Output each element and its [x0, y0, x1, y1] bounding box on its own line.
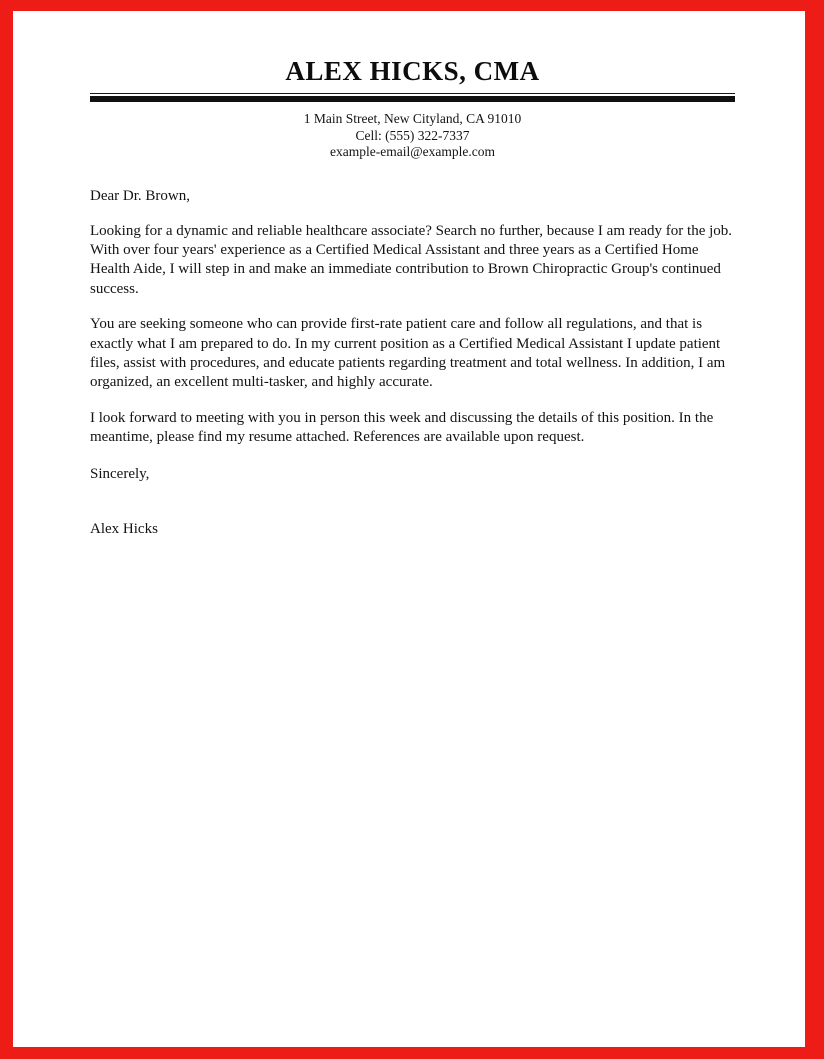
letter-paragraph: You are seeking someone who can provide first-rate patient care and follow all regulations, and that is exactly what I am prepared to do. In my current position as a Certified Medical Assistant I update patient files, assist with procedures, and educate patients regarding treatment and total wellness. In addition, I am organized, an excellent multi-tasker, and highly accurate.	[90, 316, 726, 391]
letter-paragraph: Looking for a dynamic and reliable healthcare associate? Search no further, because I am ready for the job. With over four years' experience as a Certified Medical Assistant and three years as a Certified Home Health Aide, I will step in and make an immediate contribution to Brown Chiropractic Group's continued success.	[90, 222, 733, 297]
salutation: Dear Dr. Brown,	[90, 187, 190, 204]
applicant-name-heading: ALEX HICKS, CMA	[285, 56, 540, 86]
contact-address: 1 Main Street, New Cityland, CA 91010	[303, 111, 522, 127]
contact-email: example-email@example.com	[330, 144, 495, 160]
document-page	[13, 11, 805, 1047]
contact-phone: Cell: (555) 322-7337	[355, 127, 470, 143]
letterhead-divider-rule	[90, 93, 735, 102]
letterhead	[90, 56, 735, 161]
closing-salutation: Sincerely,	[90, 465, 150, 482]
signature-space	[90, 484, 735, 520]
letter-paragraph: I look forward to meeting with you in person this week and discussing the details of this position. In the meantime, please find my resume attached. References are available upon request.	[90, 409, 714, 446]
signature-name: Alex Hicks	[90, 520, 158, 537]
cover-letter-body	[90, 56, 735, 539]
contact-info-block	[90, 102, 735, 161]
